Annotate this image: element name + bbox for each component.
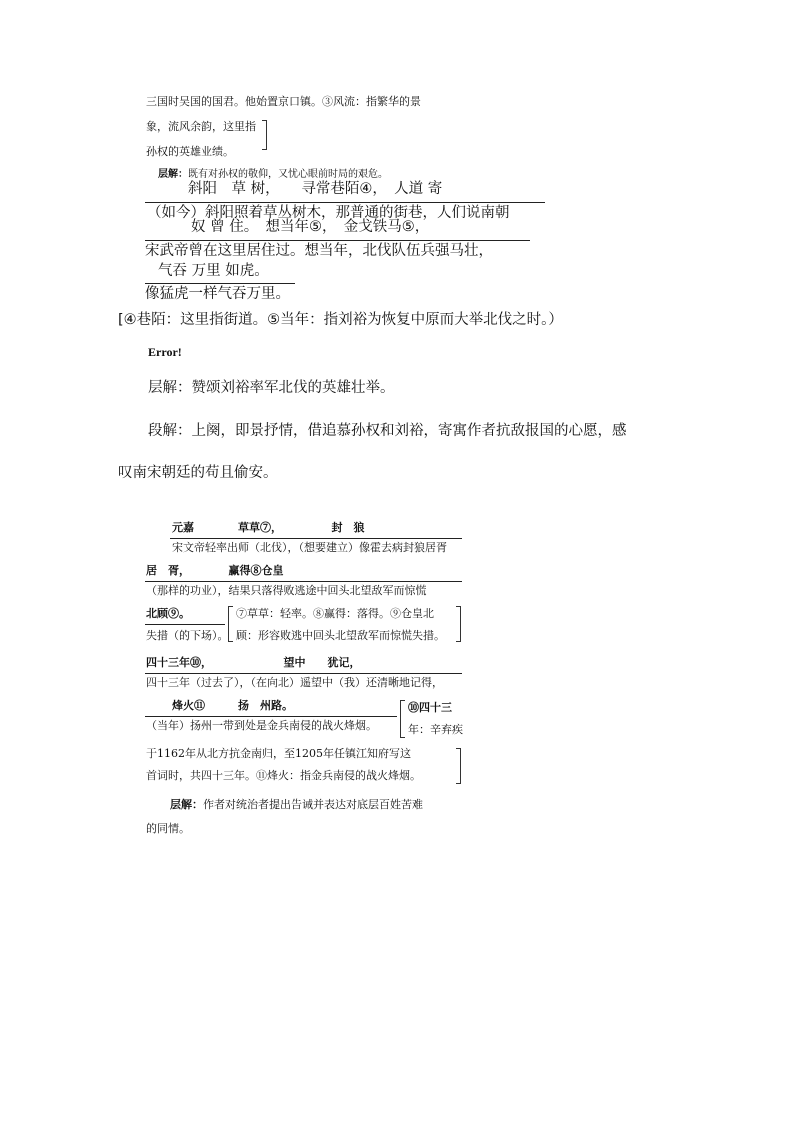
layer-note [158,170,388,180]
underline [145,202,545,203]
layer-label: 层解： [158,169,188,180]
layer-explanation: 层解：赞颂刘裕率军北伐的英雄壮举。 [148,380,395,396]
note-line: 象，流风余韵，这里指 [146,120,256,133]
underline [170,538,462,539]
bracket [456,606,461,642]
verse-line: 四十三年⑩， 望中 犹记， [146,656,361,669]
verse-line: 北顾⑨。 [146,607,190,620]
translation-line: （那样的功业），结果只落得败逃途中回头北望敌军而惊慌 [146,584,427,597]
underline [145,240,530,241]
underline [145,581,462,582]
translation-line: 宋文帝轻率出师（北伐），（想要建立）像霍去病封狼居胥 [172,541,447,554]
bracket [262,120,267,150]
translation-line: 四十三年（过去了），（在向北）遥望中（我）还清晰地记得， [146,676,443,689]
paragraph-line: 叹南宋朝廷的苟且偷安。 [118,465,278,481]
note-line: ⑩四十三 [408,701,452,714]
note-line: 三国时吴国的国君。他始置京口镇。③风流：指繁华的景 [146,95,421,108]
layer-text: 既有对孙权的敬仰，又忧心眼前时局的艰危。 [188,169,388,180]
layer-note [170,799,423,810]
note-line: 顾：形容败逃中回头北望敌军而惊慌失措。 [236,629,445,642]
underline [145,624,225,625]
note-line: 年：辛弃疾 [408,723,463,736]
paragraph-line: 段解：上阕，即景抒情，借追慕孙权和刘裕，寄寓作者抗敌报国的心愿，感 [148,423,627,439]
underline [145,283,295,284]
footnote: [④巷陌：这里指街道。⑤当年：指刘裕为恢复中原而大举北伐之时。） [118,312,563,328]
note-line: 孙权的英雄业绩。 [146,145,234,158]
underline [145,673,462,674]
underline [145,716,397,717]
translation-line: （如今）斜阳照着草丛树木，那普通的街巷，人们说南朝 [147,205,510,221]
translation-line: 宋武帝曾在这里居住过。想当年，北伐队伍兵强马壮， [145,243,493,259]
verse-line: 元嘉 草草⑦， 封 狼 [172,521,365,534]
verse-line: 居 胥， 赢得⑧仓皇 [146,564,284,577]
error-text: Error! [148,345,182,359]
verse-line: 斜阳 草 树， 寻常巷陌④， 人道 寄 [188,181,443,197]
layer-label: 层解： [170,798,203,811]
translation-line: 失措（的下场）。 [146,629,229,642]
verse-line: 奴 曾 住。 想当年⑤， 金戈铁马⑤， [191,219,430,235]
note-line: 首词时，共四十三年。⑪烽火：指金兵南侵的战火烽烟。 [146,769,421,782]
note-line: ⑦草草：轻率。⑧赢得：落得。⑨仓皇北 [236,607,434,620]
verse-line: 烽火⑪ 扬 州路。 [172,699,293,712]
layer-note-cont: 的同情。 [146,822,190,835]
bracket [400,700,405,738]
verse-line: 气吞 万里 如虎。 [158,263,269,279]
translation-line: 像猛虎一样气吞万里。 [145,286,290,302]
translation-line: （当年）扬州一带到处是金兵南侵的战火烽烟。 [146,719,377,732]
bracket [456,748,461,784]
layer-text: 作者对统治者提出告诫并表达对底层百姓苦难 [203,798,423,811]
note-line: 于1162年从北方抗金南归，至1205年任镇江知府写这 [146,747,411,760]
